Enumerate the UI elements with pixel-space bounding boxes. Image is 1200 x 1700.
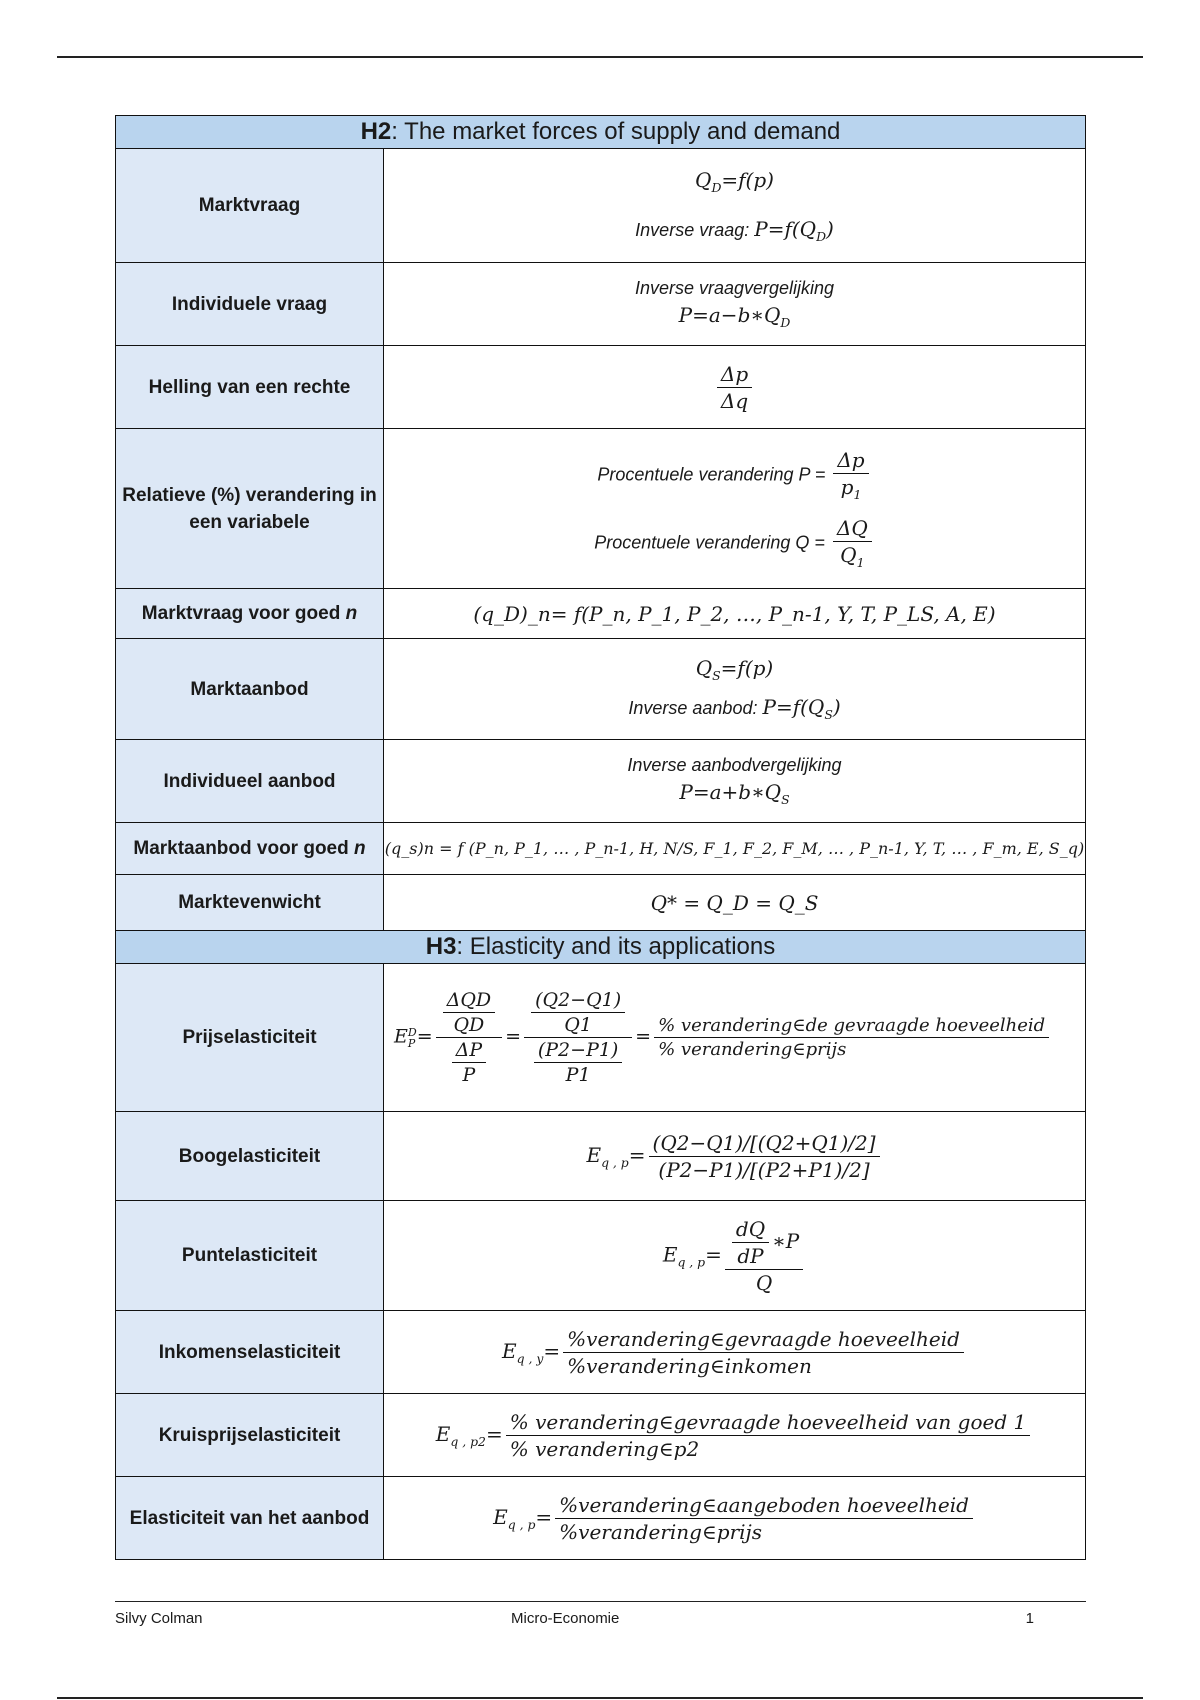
formula-cell: $E_{q , p2}=$ $\frac{\text{\% verandering∈gevraagde hoeveelheid van goed 1}}{\text{\% verandering∈p2}}$: [384, 1394, 1086, 1477]
row-boogelasticiteit: [116, 1112, 1086, 1201]
row-individuele-vraag: [116, 263, 1086, 346]
row-label: Marktvraag voor goed n: [116, 589, 384, 639]
row-label: Elasticiteit van het aanbod: [116, 1477, 384, 1560]
row-marktaanbod: [116, 639, 1086, 740]
row-label: Marktaanbod voor goed n: [116, 823, 384, 875]
row-marktevenwicht: [116, 875, 1086, 931]
formula-cell: $Q_S=f(p)$ Inverse aanbod: $P=f(Q_S)$: [384, 639, 1086, 740]
row-label: Marktaanbod: [116, 639, 384, 740]
row-elasticiteit-aanbod: [116, 1477, 1086, 1560]
formula-cell: Q* = Q_D = Q_S: [384, 875, 1086, 931]
section-number: H3: [425, 933, 457, 960]
section-header-h2: [116, 116, 1086, 149]
footer-page-number: 1: [1025, 1610, 1034, 1627]
formula-cell: E D P = $\frac{\frac{\text{ΔQD}}{QD}}{\frac{\Delta P}{P}}$ = $\frac{\frac{(Q2-Q1)}{Q1}}{\frac{(P2-P1)}{P1}}$ = $\frac{\text{\% verandering∈de gevraagde hoeveelheid}}{\text{\% verandering∈prijs}}$: [384, 964, 1086, 1112]
formula-cell: $Q_D=f(p)$ Inverse vraag: $P=f(Q_D)$: [384, 149, 1086, 263]
formula-cell: $E_{q , p}=$ $\frac{dQ}{dP}$ ∗P Q: [384, 1201, 1086, 1311]
formula-cell: Procentuele verandering P = $\frac{\Delta p}{p_1}$ Procentuele verandering Q = $\frac{\Delta Q}{Q_1}$: [384, 429, 1086, 589]
section-number: H2: [360, 118, 392, 145]
row-puntelasticiteit: [116, 1201, 1086, 1311]
row-relatieve-verandering: [116, 429, 1086, 589]
formula-cell: $E_{q , p}=$ $\frac{(Q2-Q1)/[(Q2+Q1)/2]}{(P2-P1)/[(P2+P1)/2]}$: [384, 1112, 1086, 1201]
row-label: Helling van een rechte: [116, 346, 384, 429]
row-label: Boogelasticiteit: [116, 1112, 384, 1201]
section-title: : The market forces of supply and demand: [391, 118, 841, 145]
formula-cell: $\frac{\Delta p}{\Delta q}$: [384, 346, 1086, 429]
row-label: Marktvraag: [116, 149, 384, 263]
formula-cell: $E_{q , y}=$ $\frac{\text{\%verandering∈gevraagde hoeveelheid}}{\text{\%verandering∈inkomen}}$: [384, 1311, 1086, 1394]
row-label: Relatieve (%) verandering in een variabele: [116, 429, 384, 589]
formula-cell: Inverse aanbodvergelijking $P=a+b∗Q_S$: [384, 740, 1086, 823]
row-label: Individueel aanbod: [116, 740, 384, 823]
row-marktaanbod-goed-n: [116, 823, 1086, 875]
formula-table: [115, 115, 1086, 1560]
row-kruisprijselasticiteit: [116, 1394, 1086, 1477]
row-label: Kruisprijselasticiteit: [116, 1394, 384, 1477]
section-title: : Elasticity and its applications: [456, 933, 776, 960]
row-label: Prijselasticiteit: [116, 964, 384, 1112]
footer-author: Silvy Colman: [115, 1610, 203, 1627]
row-helling: [116, 346, 1086, 429]
row-marktvraag-goed-n: [116, 589, 1086, 639]
bottom-rule: [57, 1697, 1143, 1699]
header-rule: [57, 56, 1143, 58]
row-label: Individuele vraag: [116, 263, 384, 346]
row-label: Inkomenselasticiteit: [116, 1311, 384, 1394]
formula-cell: $E_{q , p}=$ $\frac{\text{\%verandering∈aangeboden hoeveelheid}}{\text{\%verandering∈prijs}}$: [384, 1477, 1086, 1560]
page-footer: [115, 1601, 1086, 1627]
row-individueel-aanbod: [116, 740, 1086, 823]
formula-cell: (q_s)n = f (P_n, P_1, … , P_n-1, H, N/S, F_1, F_2, F_M, … , P_n-1, Y, T, … , F_m, E, S_q): [384, 823, 1086, 875]
row-inkomenselasticiteit: [116, 1311, 1086, 1394]
row-label: Puntelasticiteit: [116, 1201, 384, 1311]
row-prijselasticiteit: [116, 964, 1086, 1112]
formula-cell: Inverse vraagvergelijking $P=a-b∗Q_D$: [384, 263, 1086, 346]
section-header-h3: [116, 931, 1086, 964]
footer-course: Micro-Economie: [511, 1610, 620, 1627]
row-marktvraag: [116, 149, 1086, 263]
row-label: Marktevenwicht: [116, 875, 384, 931]
formula-cell: (q_D)_n= f(P_n, P_1, P_2, …, P_n-1, Y, T, P_LS, A, E): [384, 589, 1086, 639]
